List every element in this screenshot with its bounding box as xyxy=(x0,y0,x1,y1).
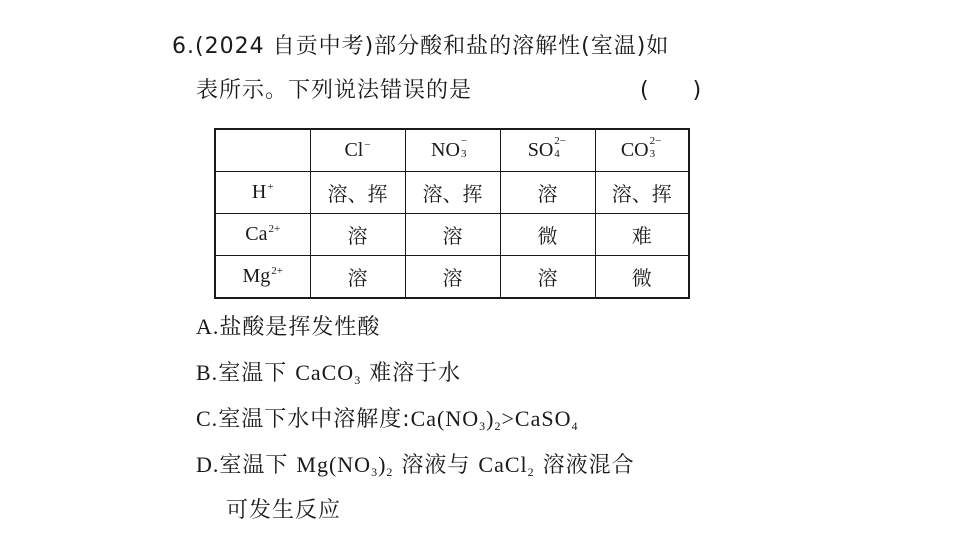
table-row xyxy=(215,256,689,299)
option-b[interactable] xyxy=(196,358,461,395)
cation-header-calcium: $Ca^{2+}$ xyxy=(215,214,310,256)
option-d-letter: D. xyxy=(196,452,220,477)
table-cell: 溶 xyxy=(405,256,500,299)
table-cell: 溶 xyxy=(500,172,595,214)
anion-header-sulfate: SO 2− 4 xyxy=(500,129,595,172)
option-b-post: 难溶于水 xyxy=(361,361,462,386)
option-b-pre: 室温下 xyxy=(218,361,296,386)
option-a[interactable] xyxy=(196,312,380,343)
table-corner-cell xyxy=(215,129,310,172)
table-row xyxy=(215,214,689,256)
option-d-line2 xyxy=(226,496,341,526)
anion-header-nitrate: NO − 3 xyxy=(405,129,500,172)
table-row xyxy=(215,172,689,214)
table-cell: 溶、挥 xyxy=(405,172,500,214)
option-d-mid: 溶液与 xyxy=(393,453,479,478)
option-c[interactable] xyxy=(196,404,578,441)
cation-header-hydrogen: H+ xyxy=(215,172,310,214)
answer-bracket: ( ) xyxy=(640,78,702,103)
option-c-formula2: CaSO4 xyxy=(514,406,579,433)
option-b-letter: B. xyxy=(196,360,219,385)
option-a-text: 盐酸是挥发性酸 xyxy=(219,315,381,340)
table-cell: 溶 xyxy=(405,214,500,256)
table-cell: 微 xyxy=(500,214,595,256)
table-header-row xyxy=(215,129,689,172)
option-d-line2-text: 可发生反应 xyxy=(226,498,342,523)
option-a-letter: A. xyxy=(196,314,220,339)
option-d-post: 溶液混合 xyxy=(534,453,635,478)
table-cell: 溶 xyxy=(310,214,405,256)
anion-header-carbonate: CO 2− 3 xyxy=(595,129,689,172)
option-d[interactable] xyxy=(196,450,635,487)
table-cell: 溶 xyxy=(500,256,595,299)
cation-header-magnesium: $Mg^{2+}$ xyxy=(215,256,310,299)
anion-header-chloride: Cl− xyxy=(310,129,405,172)
option-c-letter: C. xyxy=(196,406,219,431)
table-cell: 溶 xyxy=(310,256,405,299)
option-d-formula1: Mg(NO3)2 xyxy=(296,452,394,479)
table-cell: 溶、挥 xyxy=(310,172,405,214)
question-source: (2024 自贡中考) xyxy=(195,34,375,59)
table-cell: 难 xyxy=(595,214,689,256)
option-d-pre: 室温下 xyxy=(219,453,297,478)
solubility-table xyxy=(214,128,690,299)
question-stem-text2: 表所示。下列说法错误的是 xyxy=(196,78,473,103)
option-c-formula1: Ca(NO3)2 xyxy=(410,406,502,433)
table-cell: 溶、挥 xyxy=(595,172,689,214)
option-c-pre: 室温下水中溶解度: xyxy=(218,407,411,432)
question-number: 6. xyxy=(172,34,195,59)
question-stem-line2 xyxy=(196,76,472,106)
table-cell: 微 xyxy=(595,256,689,299)
option-d-formula2: CaCl2 xyxy=(478,452,535,479)
option-b-formula: CaCO3 xyxy=(295,360,362,387)
question-stem-line1 xyxy=(172,32,669,62)
question-stem-text1: 部分酸和盐的溶解性(室温)如 xyxy=(374,34,670,59)
option-c-greater-than: > xyxy=(501,406,515,431)
